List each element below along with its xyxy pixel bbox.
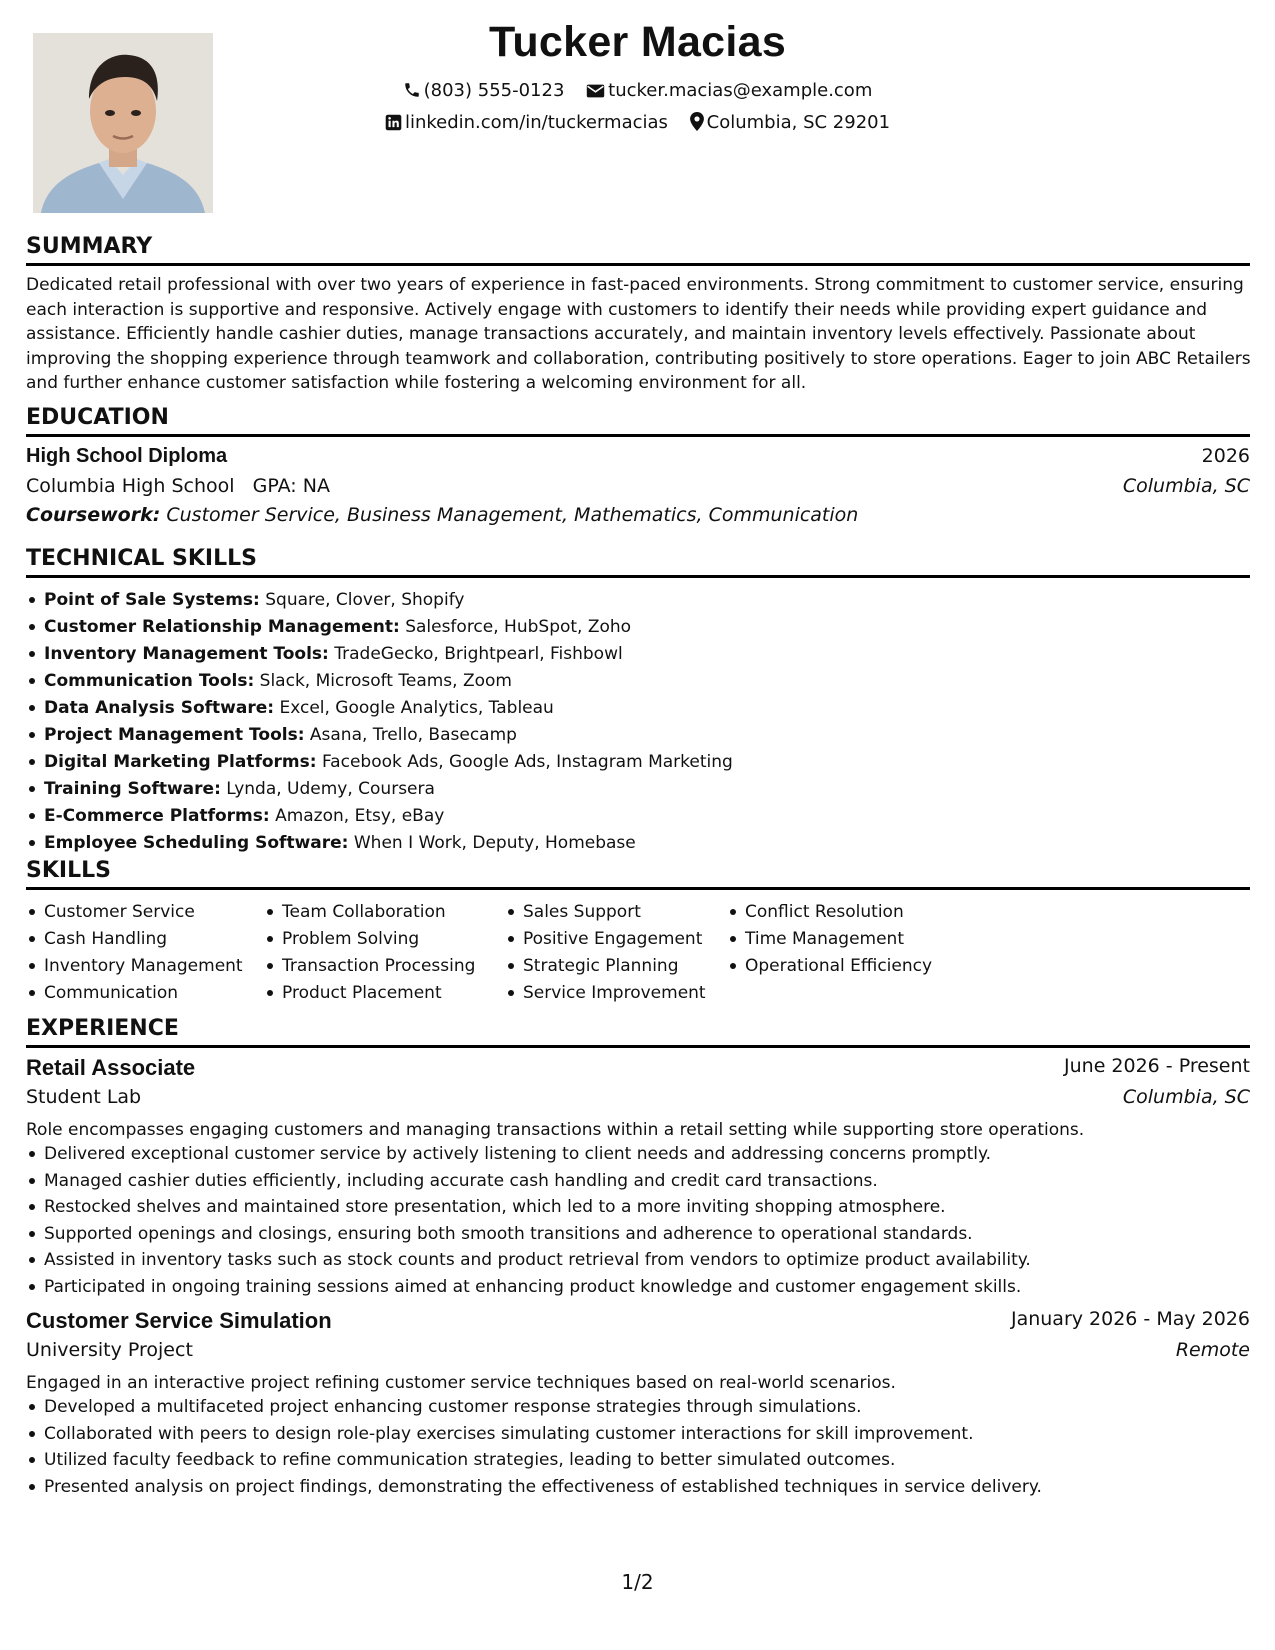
skill-values: Excel, Google Analytics, Tableau <box>279 698 554 718</box>
school-name: Columbia High School <box>26 475 235 497</box>
skill-category: Data Analysis Software: <box>44 698 275 718</box>
job-location: Columbia, SC <box>1122 1086 1250 1108</box>
skill-values: TradeGecko, Brightpearl, Fishbowl <box>334 644 623 664</box>
skill-category: Training Software: <box>44 779 221 799</box>
map-pin-icon <box>690 112 704 131</box>
skill-values: Slack, Microsoft Teams, Zoom <box>259 671 512 691</box>
graduation-year: 2026 <box>1201 445 1250 467</box>
job-1-bullets <box>26 1141 1031 1301</box>
list-item: Managed cashier duties efficiently, including accurate cash handling and credit card transactions. <box>44 1168 1031 1195</box>
skill-category: Employee Scheduling Software: <box>44 833 349 853</box>
skill-category: Project Management Tools: <box>44 725 305 745</box>
job-1-org-row <box>26 1086 1250 1108</box>
degree-name: High School Diploma <box>26 445 228 467</box>
section-title-summary: SUMMARY <box>26 234 1250 266</box>
list-item <box>44 641 733 668</box>
list-item <box>44 668 733 695</box>
skill-values: Amazon, Etsy, eBay <box>275 806 445 826</box>
list-item: Positive Engagement <box>523 926 706 953</box>
email-text: tucker.macias@example.com <box>608 80 873 101</box>
job-organization: Student Lab <box>26 1086 142 1108</box>
job-location: Remote <box>1175 1339 1250 1361</box>
job-1-title-row <box>26 1055 1250 1081</box>
skill-values: Asana, Trello, Basecamp <box>309 725 517 745</box>
coursework-list: Customer Service, Business Management, Mathematics, Communication <box>166 504 859 526</box>
list-item: Strategic Planning <box>523 953 706 980</box>
list-item: Conflict Resolution <box>745 899 932 926</box>
technical-skills-list <box>26 587 733 857</box>
list-item: Transaction Processing <box>282 953 475 980</box>
list-item <box>44 722 733 749</box>
section-title-skills: SKILLS <box>26 858 1250 890</box>
job-dates: June 2026 - Present <box>1064 1055 1250 1077</box>
summary-text: Dedicated retail professional with over two years of experience in fast-paced environments. Strong commitment to customer service, ensuring each interaction is supportive and responsive. Actively engage with customers to identify their needs while providing expert guidance and assistance. Efficiently handle cashier duties, manage transactions accurately, and maintain inventory levels effectively. Passionate about improving the shopping experience through teamwork and collaboration, contributing positively to store operations. Eager to join ABC Retailers and further enhance customer satisfaction while fostering a welcoming environment for all. <box>26 275 1251 394</box>
list-item: Service Improvement <box>523 980 706 1007</box>
coursework <box>26 504 858 526</box>
list-item <box>44 614 733 641</box>
list-item <box>44 830 733 857</box>
linkedin-contact[interactable] <box>385 112 668 133</box>
coursework-row <box>26 504 1250 526</box>
job-dates: January 2026 - May 2026 <box>1010 1308 1250 1330</box>
education-school-row <box>26 475 1250 497</box>
section-title-technical-skills: TECHNICAL SKILLS <box>26 546 1250 578</box>
skill-category: Digital Marketing Platforms: <box>44 752 317 772</box>
gpa: GPA: NA <box>252 475 330 497</box>
phone-text: (803) 555-0123 <box>423 80 565 101</box>
envelope-icon <box>586 83 605 99</box>
job-2-bullets <box>26 1394 1042 1500</box>
list-item <box>44 776 733 803</box>
location-contact <box>690 112 890 133</box>
skill-values: Lynda, Udemy, Coursera <box>226 779 435 799</box>
linkedin-icon <box>385 114 402 131</box>
list-item: Time Management <box>745 926 932 953</box>
coursework-label: Coursework: <box>26 504 161 526</box>
job-1-description: Role encompasses engaging customers and managing transactions within a retail setting while supporting store operations. <box>26 1120 1085 1140</box>
skill-values: Square, Clover, Shopify <box>265 590 465 610</box>
email-contact[interactable] <box>586 80 872 101</box>
phone-icon <box>403 81 421 99</box>
contact-line-2 <box>0 112 1275 133</box>
list-item <box>44 803 733 830</box>
list-item: Presented analysis on project findings, demonstrating the effectiveness of established techniques in service delivery. <box>44 1474 1042 1501</box>
list-item: Participated in ongoing training sessions aimed at enhancing product knowledge and customer engagement skills. <box>44 1274 1031 1301</box>
school-info <box>26 475 330 497</box>
list-item: Restocked shelves and maintained store presentation, which led to a more inviting shopping atmosphere. <box>44 1194 1031 1221</box>
school-location: Columbia, SC <box>1122 475 1250 497</box>
skill-values: Salesforce, HubSpot, Zoho <box>405 617 632 637</box>
skill-category: Point of Sale Systems: <box>44 590 260 610</box>
education-degree-row <box>26 445 1250 468</box>
job-2-org-row <box>26 1339 1250 1361</box>
skills-column-2 <box>264 899 475 1007</box>
list-item <box>44 695 733 722</box>
job-title: Retail Associate <box>26 1055 196 1080</box>
job-2-title-row <box>26 1308 1250 1334</box>
phone-contact[interactable] <box>403 80 565 101</box>
page-number: 1/2 <box>621 1570 654 1594</box>
location-text: Columbia, SC 29201 <box>706 112 891 133</box>
section-title-experience: EXPERIENCE <box>26 1016 1250 1048</box>
list-item: Sales Support <box>523 899 706 926</box>
candidate-name: Tucker Macias <box>488 18 787 66</box>
list-item: Assisted in inventory tasks such as stock counts and product retrieval from vendors to optimize product availability. <box>44 1247 1031 1274</box>
skill-category: Communication Tools: <box>44 671 255 691</box>
job-2-description: Engaged in an interactive project refining customer service techniques based on real-world scenarios. <box>26 1373 896 1393</box>
job-organization: University Project <box>26 1339 193 1361</box>
list-item: Supported openings and closings, ensuring both smooth transitions and adherence to operational standards. <box>44 1221 1031 1248</box>
list-item: Developed a multifaceted project enhancing customer response strategies through simulations. <box>44 1394 1042 1421</box>
list-item: Delivered exceptional customer service by actively listening to client needs and addressing concerns promptly. <box>44 1141 1031 1168</box>
skill-category: Customer Relationship Management: <box>44 617 400 637</box>
skills-column-1 <box>26 899 243 1007</box>
list-item: Operational Efficiency <box>745 953 932 980</box>
list-item: Utilized faculty feedback to refine communication strategies, leading to better simulated outcomes. <box>44 1447 1042 1474</box>
list-item: Team Collaboration <box>282 899 475 926</box>
list-item: Communication <box>44 980 243 1007</box>
section-title-education: EDUCATION <box>26 405 1250 437</box>
list-item: Cash Handling <box>44 926 243 953</box>
list-item: Inventory Management <box>44 953 243 980</box>
list-item <box>44 749 733 776</box>
list-item: Collaborated with peers to design role-play exercises simulating customer interactions for skill improvement. <box>44 1421 1042 1448</box>
skill-values: When I Work, Deputy, Homebase <box>353 833 636 853</box>
skill-values: Facebook Ads, Google Ads, Instagram Marketing <box>321 752 733 772</box>
skills-column-3 <box>505 899 706 1007</box>
skill-category: E-Commerce Platforms: <box>44 806 270 826</box>
list-item: Customer Service <box>44 899 243 926</box>
list-item <box>44 587 733 614</box>
job-title: Customer Service Simulation <box>26 1308 332 1333</box>
contact-line-1 <box>0 80 1275 101</box>
list-item: Product Placement <box>282 980 475 1007</box>
skill-category: Inventory Management Tools: <box>44 644 329 664</box>
skills-column-4 <box>727 899 932 980</box>
linkedin-text: linkedin.com/in/tuckermacias <box>404 112 668 133</box>
list-item: Problem Solving <box>282 926 475 953</box>
